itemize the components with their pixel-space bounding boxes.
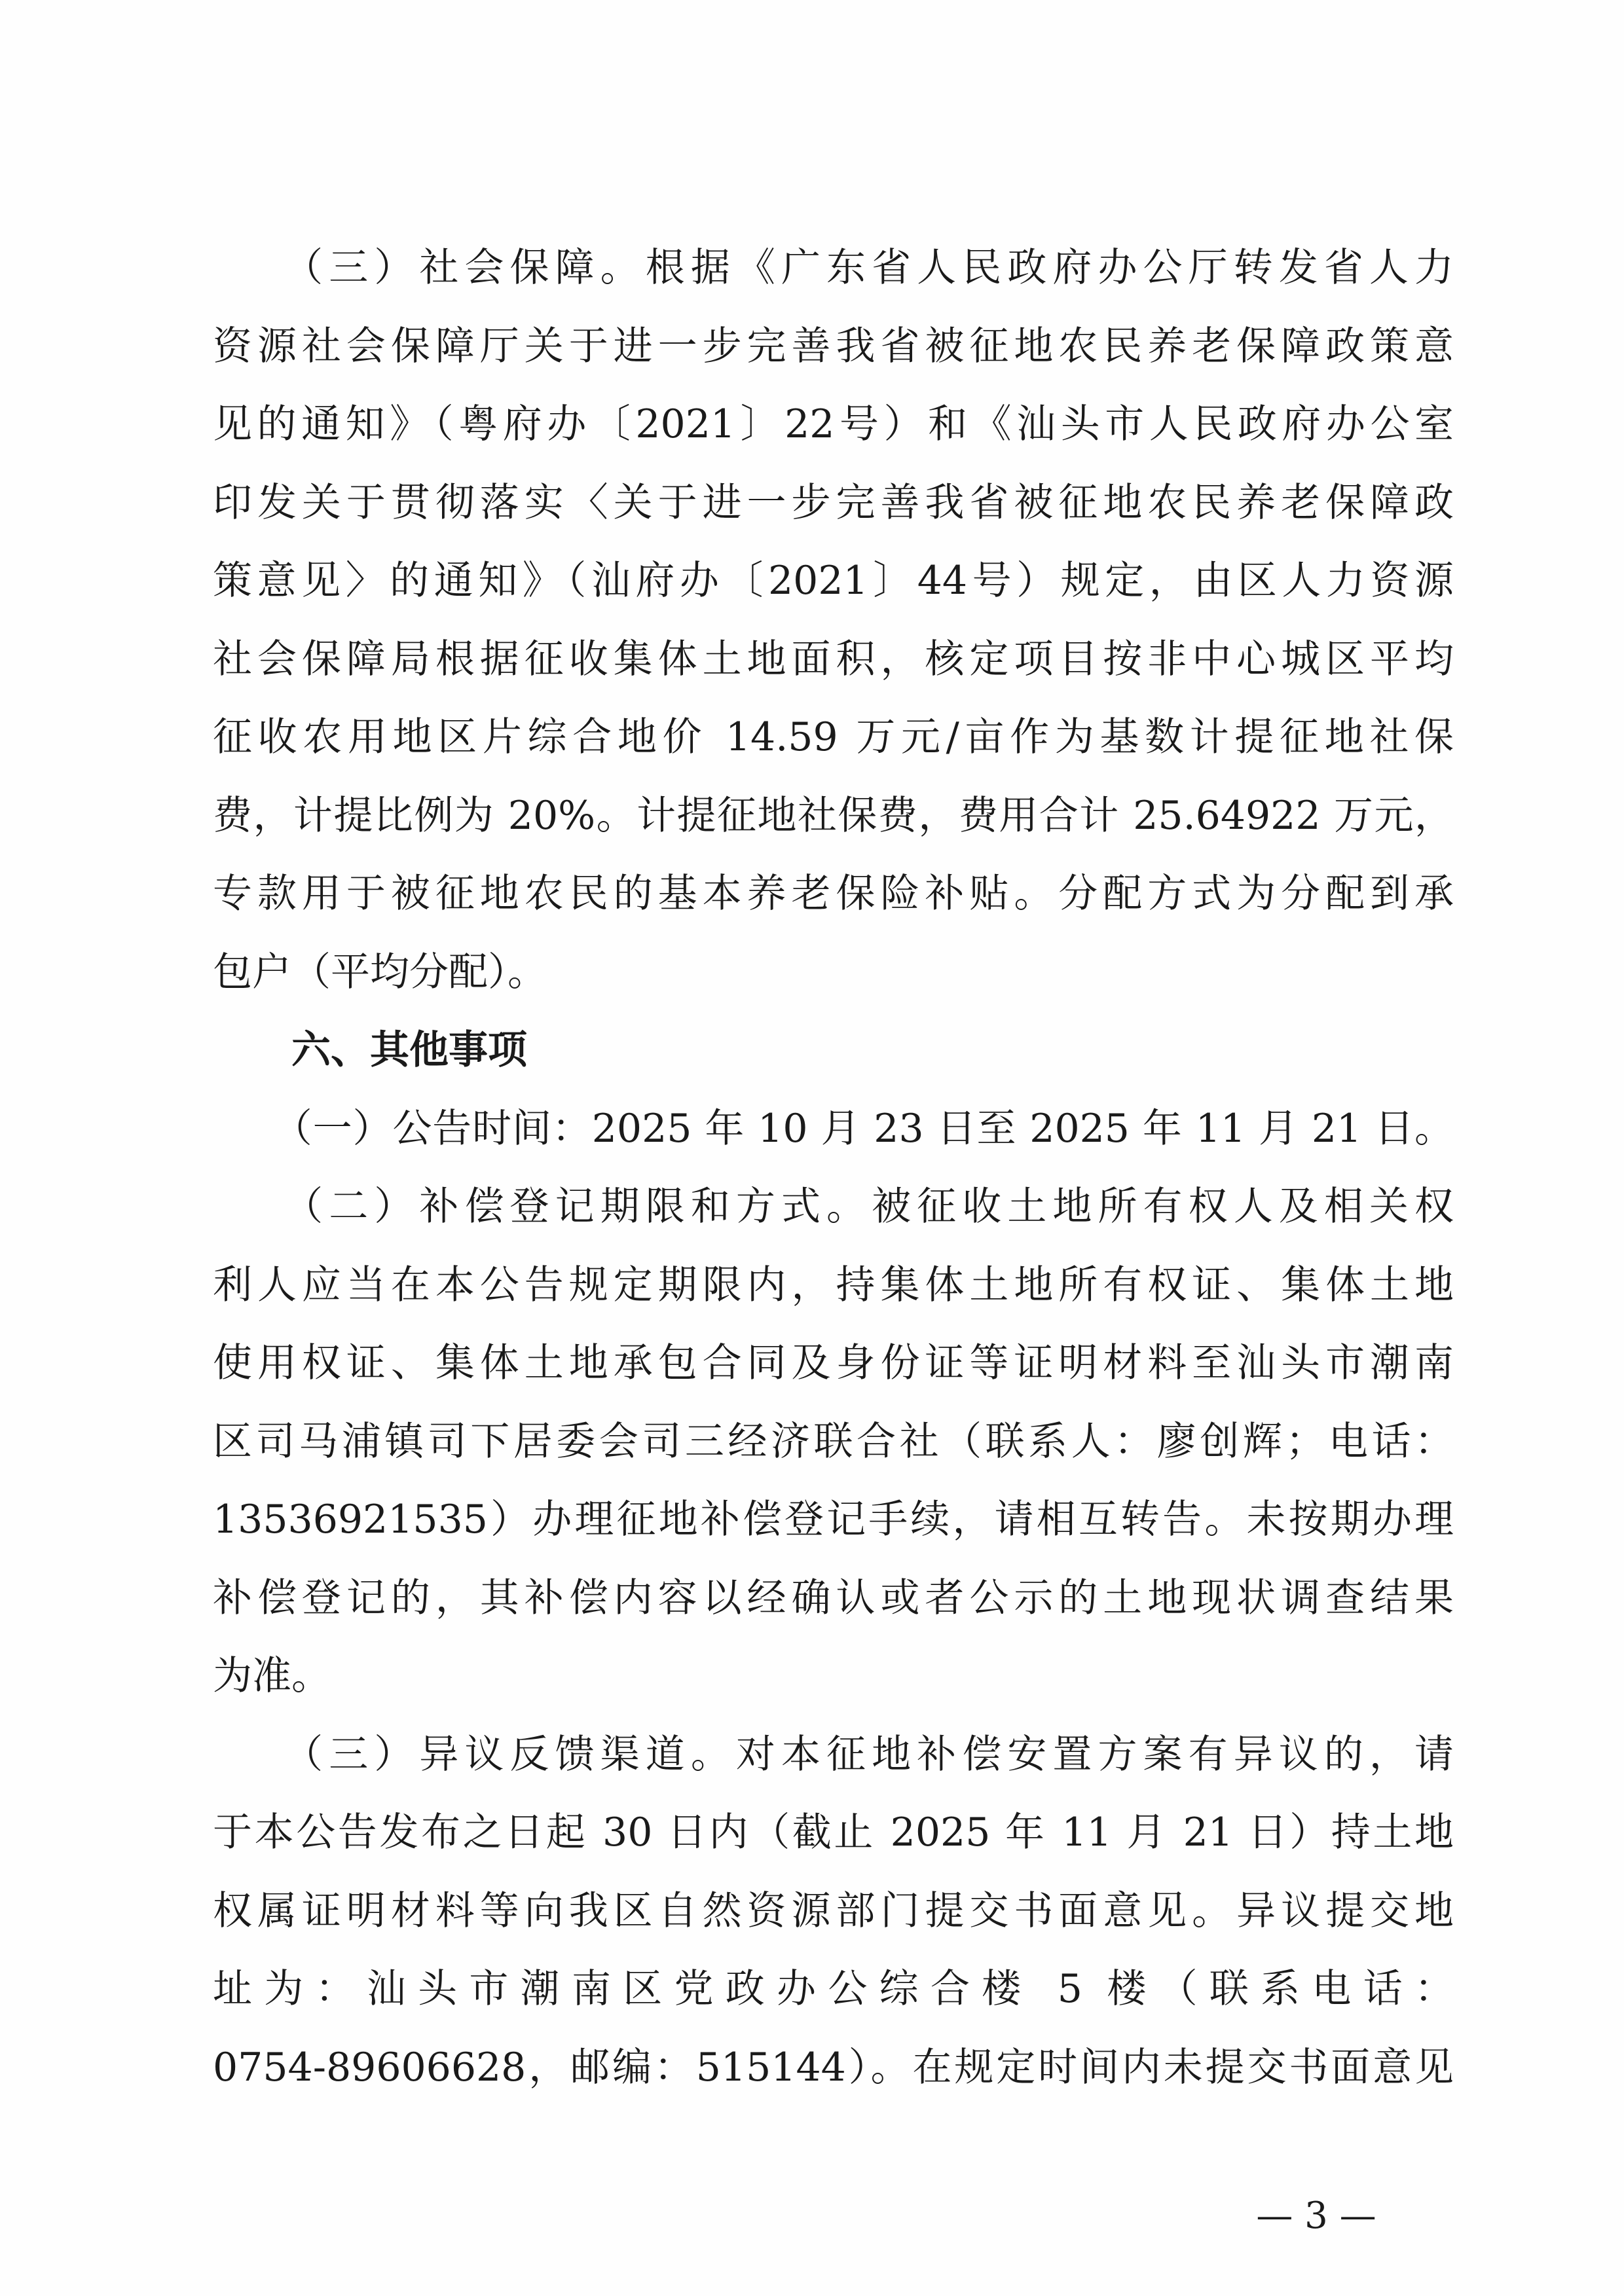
text-line: 补偿登记的，其补偿内容以经确认或者公示的土地现状调查结果 [213, 1575, 1454, 1621]
text-line: （三）异议反馈渠道。对本征地补偿安置方案有异议的，请 [213, 1731, 1454, 1777]
text-line: （二）补偿登记期限和方式。被征收土地所有权人及相关权 [213, 1184, 1454, 1230]
text-line: 专款用于被征地农民的基本养老保险补贴。分配方式为分配到承 [213, 871, 1454, 917]
text-line: 权属证明材料等向我区自然资源部门提交书面意见。异议提交地 [213, 1887, 1454, 1934]
text-line: 址为：汕头市潮南区党政办公综合楼 5 楼（联系电话： [213, 1966, 1454, 2012]
text-line: （三）社会保障。根据《广东省人民政府办公厅转发省人力 [213, 245, 1454, 291]
page-number: — 3 — [1256, 2195, 1376, 2237]
document-body [213, 229, 1454, 2107]
text-line: 费，计提比例为 20%。计提征地社保费，费用合计 25.64922 万元， [213, 792, 1454, 839]
text-line: 利人应当在本公告规定期限内，持集体土地所有权证、集体土地 [213, 1262, 1454, 1308]
text-line: 包户（平均分配）。 [213, 949, 547, 995]
text-line: 见的通知》（粤府办〔2021〕22号）和《汕头市人民政府办公室 [213, 401, 1454, 447]
text-line: 13536921535）办理征地补偿登记手续，请相互转告。未按期办理 [213, 1497, 1454, 1542]
text-line: （一）公告时间：2025 年 10 月 23 日至 2025 年 11 月 21 日。 [213, 1105, 1454, 1152]
text-line: 区司马浦镇司下居委会司三经济联合社（联系人：廖创辉；电话： [213, 1418, 1454, 1465]
text-line: 0754-89606628，邮编：515144）。在规定时间内未提交书面意见 [213, 2044, 1454, 2090]
text-line: 印发关于贯彻落实〈关于进一步完善我省被征地农民养老保障政 [213, 479, 1454, 526]
text-line: 于本公告发布之日起 30 日内（截止 2025 年 11 月 21 日）持土地 [213, 1810, 1454, 1855]
text-line: 为准。 [213, 1653, 331, 1699]
text-line: 策意见〉的通知》（汕府办〔2021〕44号）规定，由区人力资源 [213, 558, 1454, 604]
text-line: 征收农用地区片综合地价 14.59 万元/亩作为基数计提征地社保 [213, 714, 1454, 760]
section-heading: 六、其他事项 [213, 1027, 527, 1073]
text-line: 使用权证、集体土地承包合同及身份证等证明材料至汕头市潮南 [213, 1340, 1454, 1386]
text-line: 资源社会保障厅关于进一步完善我省被征地农民养老保障政策意 [213, 323, 1454, 369]
text-line: 社会保障局根据征收集体土地面积，核定项目按非中心城区平均 [213, 636, 1454, 682]
